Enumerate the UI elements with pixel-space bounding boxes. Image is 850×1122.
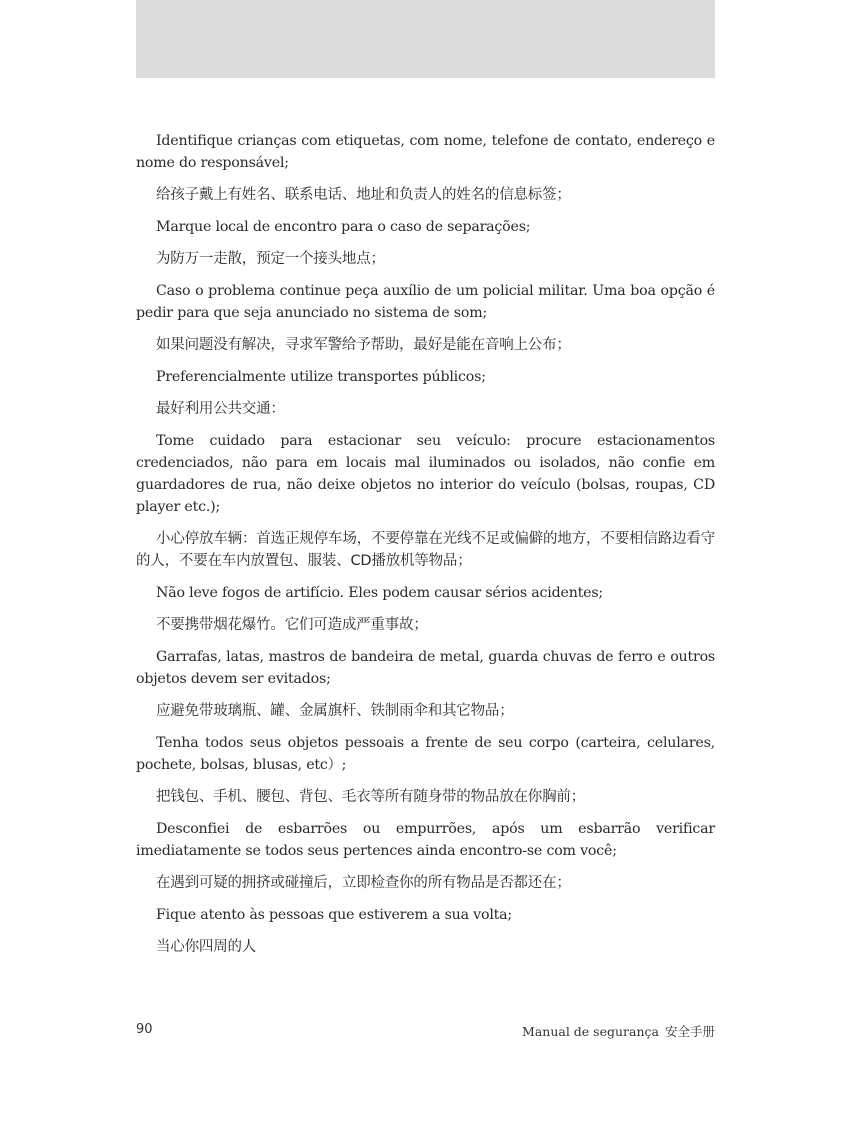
- paragraph-pt: Fique atento às pessoas que estiverem a sua volta;: [156, 907, 513, 923]
- running-title: [522, 1022, 715, 1040]
- paragraph-zh: 小心停放车辆：首选正规停车场，不要停靠在光线不足或偏僻的地方，不要相信路边看守的人，不要在车内放置包、服装、CD播放机等物品；: [136, 531, 715, 569]
- page-footer: [136, 1022, 715, 1042]
- paragraph-pt: Tenha todos seus objetos pessoais a frente de seu corpo (carteira, celulares, pochete, bolsas, blusas, etc）;: [136, 735, 715, 773]
- running-title-pt: Manual de segurança: [522, 1024, 659, 1039]
- paragraph-pt: Garrafas, latas, mastros de bandeira de metal, guarda chuvas de ferro e outros objetos devem ser evitados;: [136, 649, 715, 687]
- paragraph-pt: Não leve fogos de artifício. Eles podem causar sérios acidentes;: [156, 585, 603, 601]
- page-number: 90: [136, 1022, 153, 1037]
- paragraph-zh: 如果问题没有解决，寻求军警给予帮助，最好是能在音响上公布；: [156, 337, 571, 353]
- paragraph-pt: Identifique crianças com etiquetas, com nome, telefone de contato, endereço e nome do responsável;: [136, 133, 715, 171]
- paragraph-pt: Desconfiei de esbarrões ou empurrões, após um esbarrão verificar imediatamente se todos seus pertences ainda encontro-se com você;: [136, 821, 715, 859]
- paragraph-pt: Preferencialmente utilize transportes públicos;: [156, 369, 486, 385]
- paragraph-zh: 应避免带玻璃瓶、罐、金属旗杆、铁制雨伞和其它物品；: [156, 703, 514, 719]
- paragraph-zh: 不要携带烟花爆竹。它们可造成严重事故；: [156, 617, 428, 633]
- running-title-zh: 安全手册: [664, 1024, 715, 1039]
- page-body: [136, 130, 715, 968]
- paragraph-zh: 当心你四周的人: [156, 939, 257, 955]
- paragraph-zh: 在遇到可疑的拥挤或碰撞后，立即检查你的所有物品是否都还在；: [156, 875, 571, 891]
- paragraph-zh: 为防万一走散，预定一个接头地点；: [156, 251, 385, 267]
- paragraph-pt: Tome cuidado para estacionar seu veículo: procure estacionamentos credenciados, não para em locais mal iluminados ou isolados, não confie em guardadores de rua, não deixe objetos no interior do veículo (bolsas, roupas, CD player etc.);: [136, 433, 715, 515]
- header-band: [136, 0, 715, 78]
- paragraph-pt: Caso o problema continue peça auxílio de um policial militar. Uma boa opção é pedir para que seja anunciado no sistema de som;: [136, 283, 715, 321]
- paragraph-zh: 最好利用公共交通：: [156, 401, 285, 417]
- paragraph-zh: 把钱包、手机、腰包、背包、毛衣等所有随身带的物品放在你胸前；: [156, 789, 585, 805]
- paragraph-pt: Marque local de encontro para o caso de separações;: [156, 219, 531, 235]
- paragraph-zh: 给孩子戴上有姓名、联系电话、地址和负责人的姓名的信息标签；: [156, 187, 571, 203]
